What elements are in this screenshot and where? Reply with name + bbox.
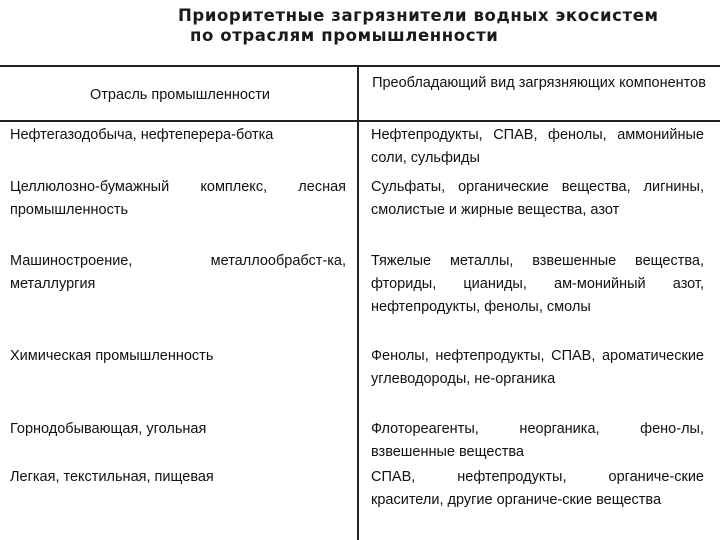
table-top-rule <box>0 65 720 67</box>
pollutants-cell: Нефтепродукты, СПАВ, фенолы, аммонийные соли, сульфиды <box>371 127 704 166</box>
industry-cell: Горнодобывающая, угольная <box>10 421 207 437</box>
industry-cell: Машиностроение, металлообрабст-ка, металлургия <box>10 253 346 292</box>
column-header-pollutants: Преобладающий вид загрязняющих компонентов <box>372 75 706 91</box>
pollutants-cell: Сульфаты, органические вещества, лигнины, смолистые и жирные вещества, азот <box>371 179 704 218</box>
industry-cell: Легкая, текстильная, пищевая <box>10 469 214 485</box>
industry-cell: Химическая промышленность <box>10 348 214 364</box>
pollutants-cell: СПАВ, нефтепродукты, органиче-ские красители, другие органиче-ские вещества <box>371 469 704 508</box>
industry-cell: Целлюлозно-бумажный комплекс, лесная промышленность <box>10 179 346 218</box>
pollutants-cell: Тяжелые металлы, взвешенные вещества, фториды, цианиды, ам-монийный азот, нефтепродукты, фенолы, смолы <box>371 253 704 315</box>
title-line-1: Приоритетные загрязнители водных экосистем <box>178 6 659 25</box>
pollutants-cell: Флотореагенты, неорганика, фено-лы, взвешенные вещества <box>371 421 704 460</box>
table-column-divider <box>357 66 359 540</box>
industry-cell: Нефтегазодобыча, нефтеперера-ботка <box>10 127 274 143</box>
table-header-rule <box>0 120 720 122</box>
pollutants-cell: Фенолы, нефтепродукты, СПАВ, ароматические углеводороды, не-органика <box>371 348 704 387</box>
document-title <box>178 6 698 46</box>
title-line-2: по отраслям промышленности <box>190 26 499 45</box>
column-header-industry: Отрасль промышленности <box>90 87 270 103</box>
